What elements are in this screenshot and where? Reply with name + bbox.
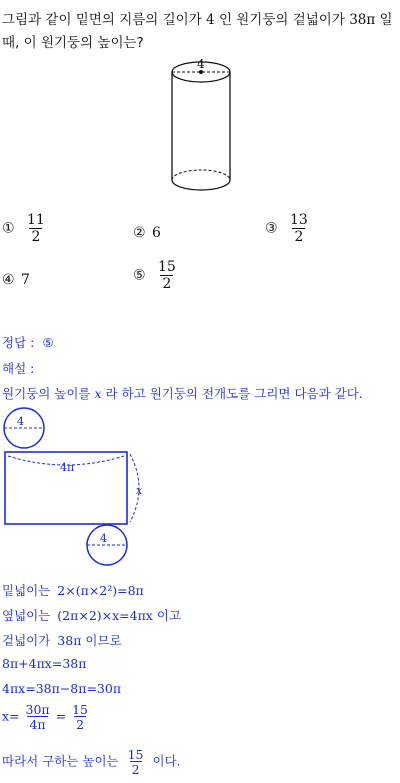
option-2[interactable]: ② 6 bbox=[133, 225, 161, 241]
option-3[interactable]: ③ $\frac{13}{2}$ bbox=[265, 212, 308, 245]
option-1[interactable]: ① $\frac{11}{2}$ bbox=[2, 212, 45, 245]
equation-3-fraction-1: $\frac{30\pi}{4\pi}$ bbox=[25, 702, 50, 733]
answer-line: 정답 : ⑤ bbox=[2, 335, 54, 350]
lateral-area-line: 옆넓이는 (2π×2)×x=4πx 이고 bbox=[2, 608, 182, 623]
explanation-intro: 원기둥의 높이를 x 라 하고 원기둥의 전개도를 그리면 다음과 같다. bbox=[2, 386, 363, 401]
equation-2: 4πx=38π−8π=30π bbox=[2, 681, 122, 696]
explanation-label: 해설 : bbox=[2, 361, 35, 376]
question-line-1 bbox=[2, 8, 393, 28]
diameter-label: 4 bbox=[197, 57, 205, 71]
net-height-label: x bbox=[136, 484, 143, 497]
question-line-2: 때, 이 원기둥의 높이는? bbox=[2, 35, 144, 51]
conclusion-fraction: $\frac{15}{2}$ bbox=[127, 747, 144, 778]
net-width-label: 4π bbox=[60, 461, 75, 474]
answer-value: ⑤ bbox=[42, 335, 54, 350]
question-text: 인 원기둥의 겉넓이가 bbox=[218, 12, 345, 28]
cylinder-figure bbox=[160, 56, 244, 202]
net-top-label: 4 bbox=[17, 415, 24, 428]
cylinder-bottom-back bbox=[172, 170, 230, 180]
option-1-fraction: $\frac{11}{2}$ bbox=[27, 212, 45, 245]
question-text: 일 bbox=[379, 12, 393, 28]
total-area-line: 겉넓이가 38π 이므로 bbox=[2, 633, 122, 648]
cylinder-bottom-front bbox=[172, 180, 230, 190]
option-3-fraction: $\frac{13}{2}$ bbox=[290, 212, 308, 245]
option-4[interactable]: ④ 7 bbox=[2, 272, 30, 288]
net-bottom-label: 4 bbox=[100, 532, 107, 545]
equation-3: x= $\frac{30\pi}{4\pi}$ = $\frac{15}{2}$ bbox=[2, 702, 88, 733]
conclusion-line: 따라서 구하는 높이는 $\frac{15}{2}$ 이다. bbox=[2, 747, 181, 778]
equation-1: 8π+4πx=38π bbox=[2, 656, 87, 671]
option-5[interactable]: ⑤ $\frac{15}{2}$ bbox=[133, 259, 176, 292]
diameter-value: 4 bbox=[206, 12, 215, 28]
base-area-line: 밑넓이는 2×(π×2²)=8π bbox=[2, 583, 144, 598]
option-5-fraction: $\frac{15}{2}$ bbox=[158, 259, 176, 292]
cylinder-net-diagram bbox=[0, 404, 160, 568]
surface-area-value: 38π bbox=[349, 12, 376, 28]
equation-3-fraction-2: $\frac{15}{2}$ bbox=[72, 702, 88, 733]
question-text: 그림과 같이 밑면의 지름의 길이가 bbox=[2, 12, 202, 28]
